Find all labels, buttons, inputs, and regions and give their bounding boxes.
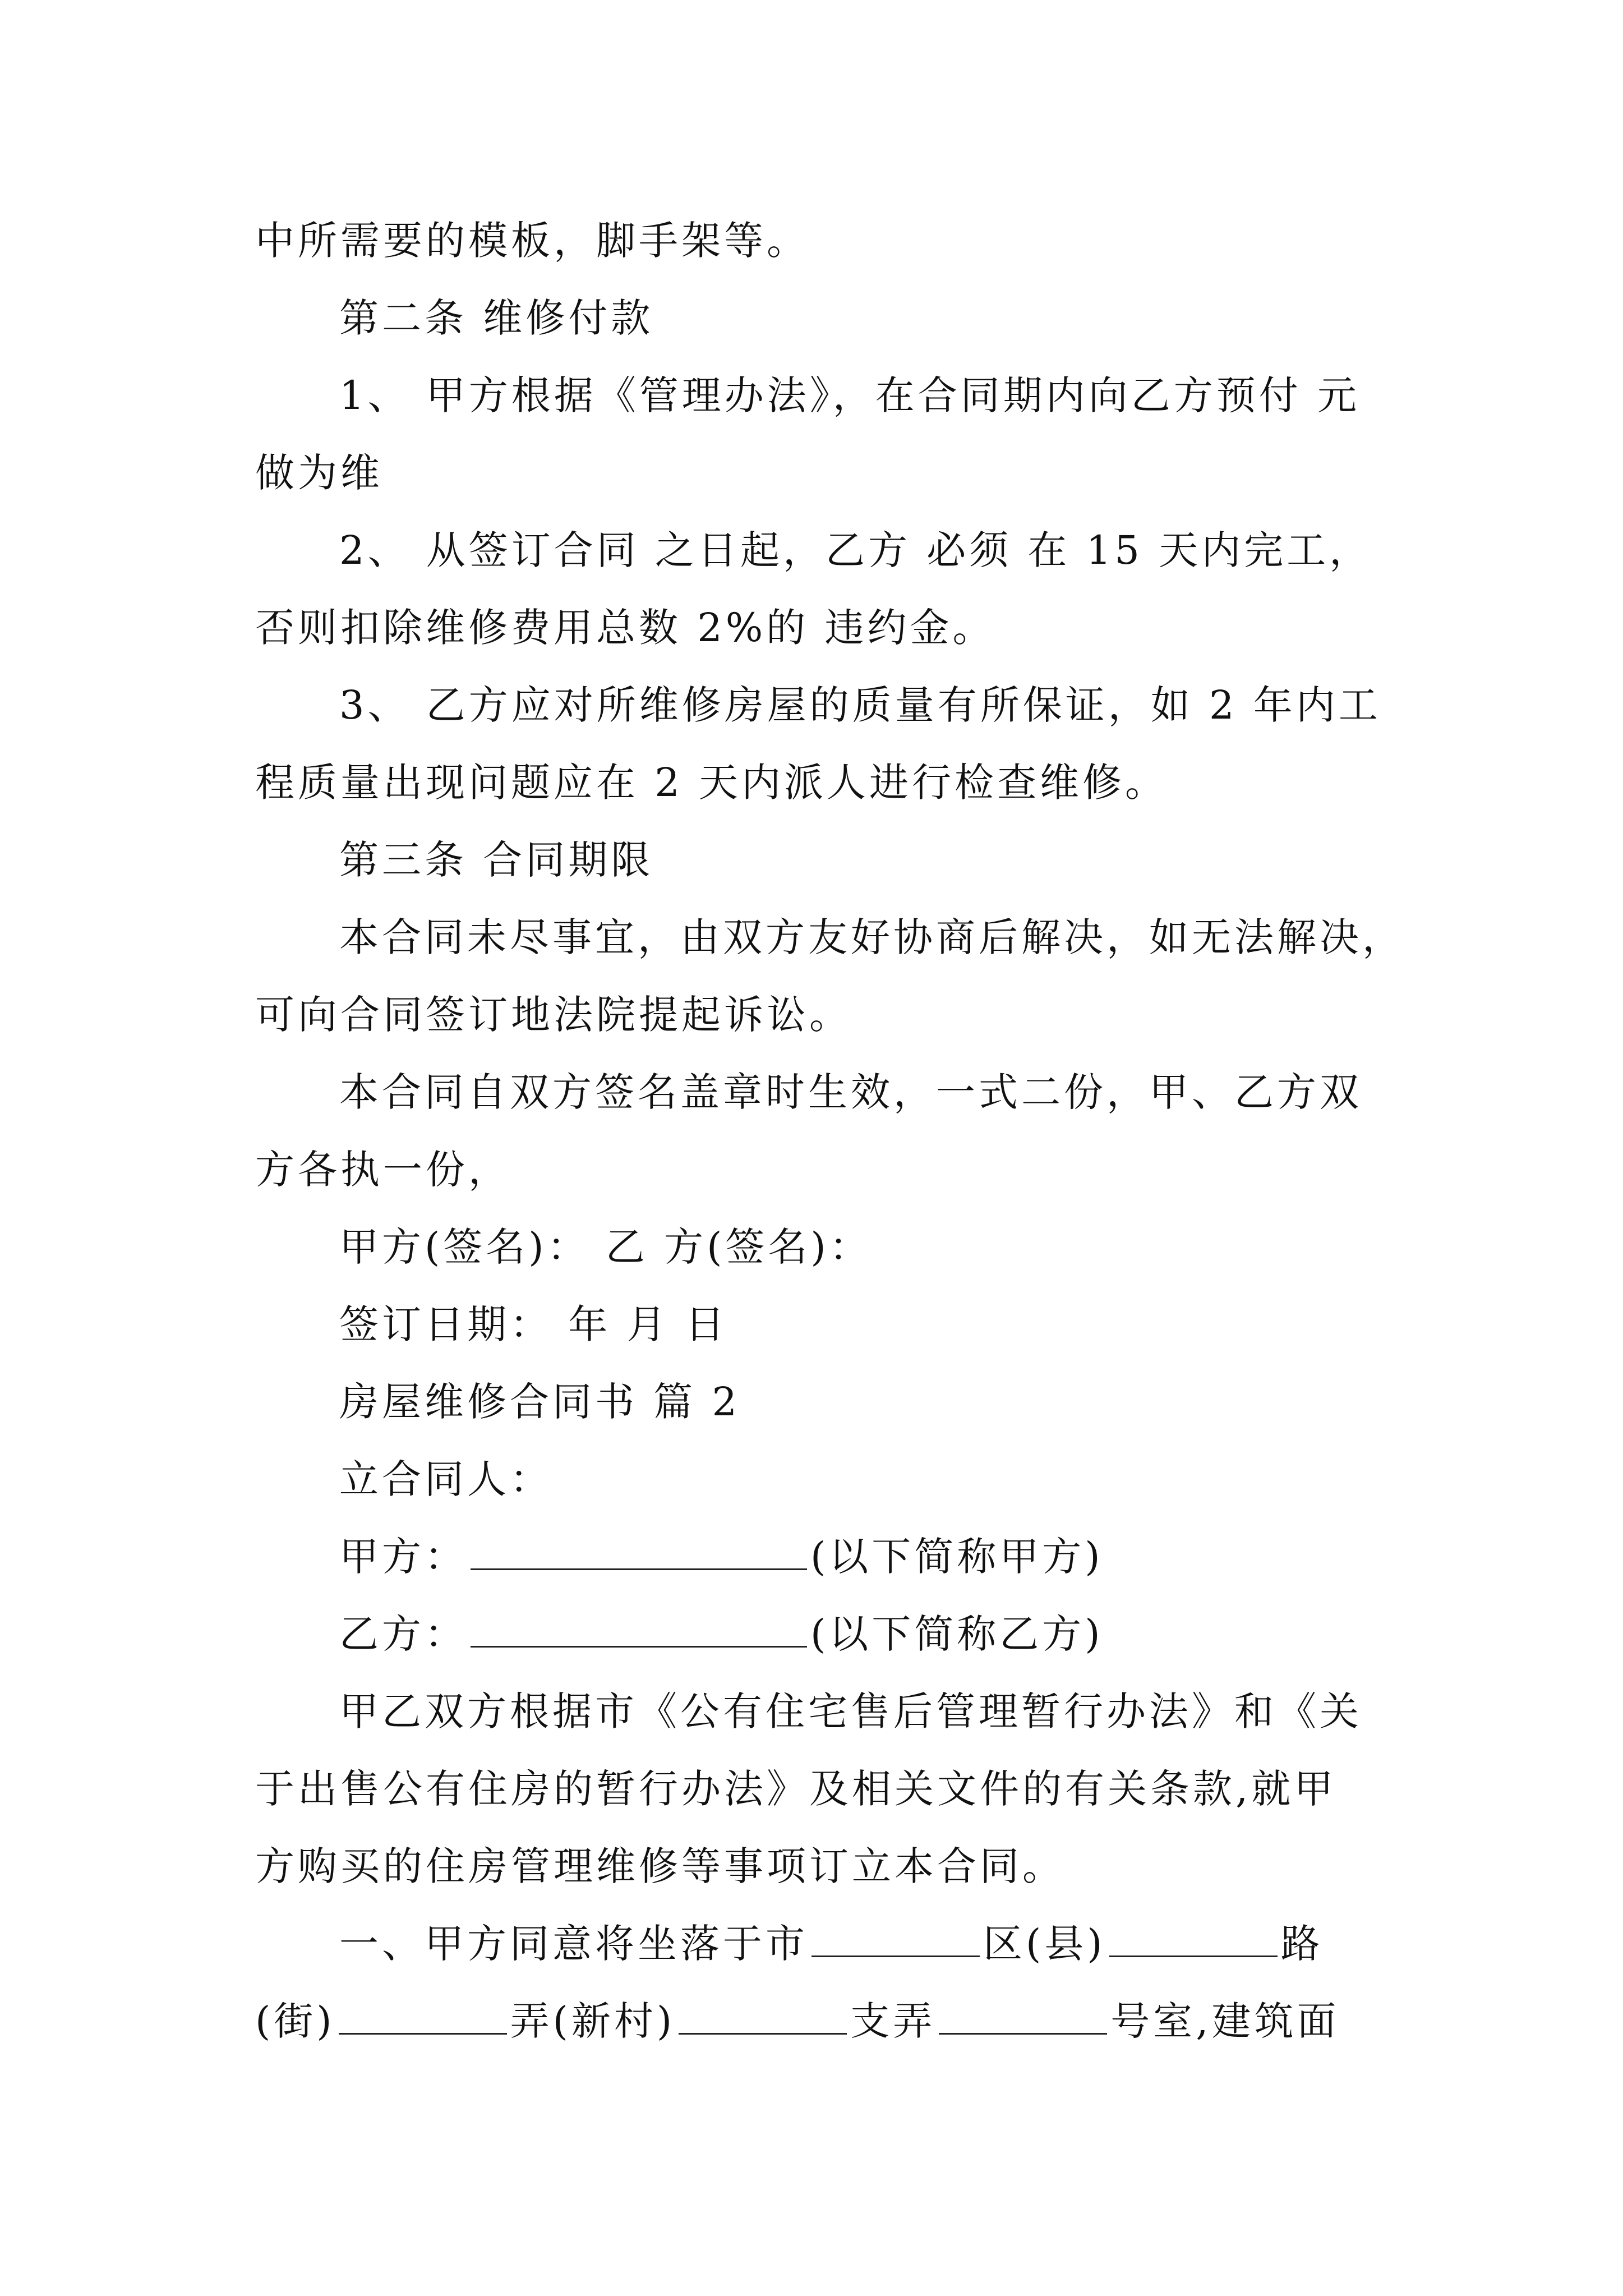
text-line: 本合同自双方签名盖章时生效，一式二份，甲、乙方双: [339, 1069, 1362, 1115]
text-line: 程质量出现问题应在 2 天内派人进行检查维修。: [255, 760, 1168, 806]
party-b-line: [255, 1595, 1382, 1673]
clause-text: 号室,建筑面: [1110, 1998, 1340, 2044]
text-line: 可向合同签订地法院提起诉讼。: [255, 992, 852, 1038]
text-line: 3、 乙方应对所维修房屋的质量有所保证，如 2 年内工: [339, 682, 1381, 728]
signature-line: 甲方(签名)： 乙 方(签名)：: [339, 1224, 872, 1270]
clause-text: 一、甲方同意将坐落于市: [339, 1921, 808, 1967]
text-line: 方各执一份，: [255, 1147, 511, 1193]
sublane-blank: [939, 1994, 1107, 2035]
clause-text: 支弄: [850, 1998, 936, 2044]
text-line: 否则扣除维修费用总数 2%的 违约金。: [255, 605, 995, 651]
street-blank: [339, 1994, 507, 2035]
text-line: 1、 甲方根据《管理办法》，在合同期内向乙方预付 元: [339, 372, 1361, 418]
party-b-blank: [471, 1607, 807, 1648]
clause-text: 弄(新村): [510, 1998, 676, 2044]
party-b-suffix: (以下简称乙方): [810, 1611, 1104, 1657]
district-blank: [811, 1916, 980, 1957]
document-body: [255, 202, 1405, 2060]
party-a-label: 甲方：: [339, 1534, 467, 1580]
text-line: 2、 从签订合同 之日起，乙方 必须 在 15 天内完工，: [339, 527, 1372, 573]
clause-one-line-2: [255, 1982, 1382, 2060]
text-line: 甲乙双方根据市《公有住宅售后管理暂行办法》和《关: [339, 1688, 1362, 1734]
road-blank: [1109, 1916, 1278, 1957]
section-title: 房屋维修合同书 篇 2: [339, 1379, 741, 1425]
text-line: 方购买的住房管理维修等事项订立本合同。: [255, 1843, 1065, 1889]
clause-one-line-1: [255, 1905, 1382, 1982]
text-line: 本合同未尽事宜，由双方友好协商后解决，如无法解决，: [339, 914, 1405, 960]
date-line: 签订日期： 年 月 日: [339, 1301, 728, 1347]
lane-blank: [679, 1994, 847, 2035]
text-line: 做为维: [255, 450, 383, 496]
party-a-suffix: (以下简称甲方): [810, 1534, 1104, 1580]
clause-text: 路: [1280, 1921, 1324, 1967]
party-a-line: [255, 1518, 1382, 1595]
party-a-blank: [471, 1529, 807, 1570]
text-line: 中所需要的模板，脚手架等。: [255, 218, 809, 264]
article-heading: 第三条 合同期限: [339, 837, 654, 883]
text-line: 立合同人：: [339, 1456, 552, 1502]
party-b-label: 乙方：: [339, 1611, 467, 1657]
text-line: 于出售公有住房的暂行办法》及相关文件的有关条款,就甲: [255, 1766, 1337, 1812]
clause-text: 区(县): [983, 1921, 1106, 1967]
clause-text: (街): [255, 1998, 335, 2044]
article-heading: 第二条 维修付款: [339, 295, 654, 341]
